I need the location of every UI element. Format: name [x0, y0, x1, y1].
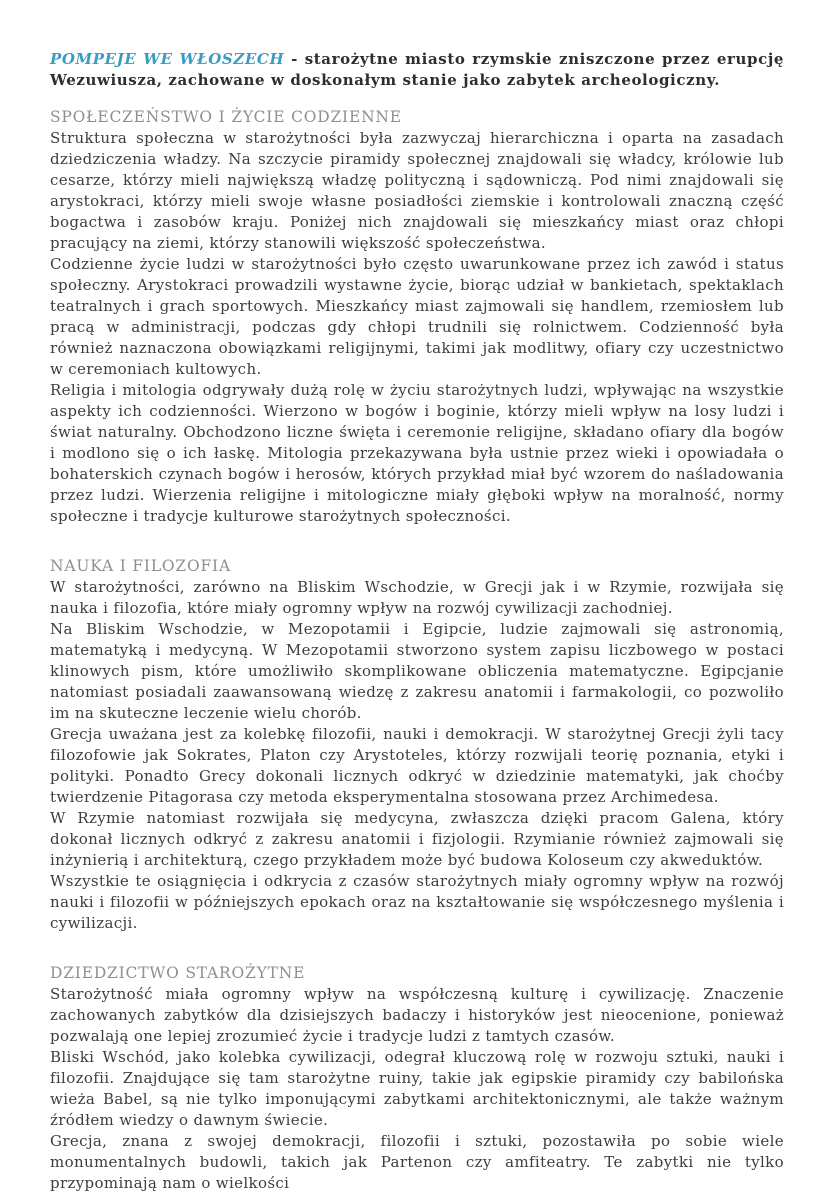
paragraph: Starożytność miała ogromny wpływ na współczesną kulturę i cywilizację. Znaczenie zachowanych zabytków dla dzisiejszych badaczy i historyków jest nieocenione, ponieważ pozwalają one lepiej zrozumieć życie i tradycje ludzi z tamtych czasów. — [50, 985, 784, 1045]
paragraph: Grecja uważana jest za kolebkę filozofii, nauki i demokracji. W starożytnej Grecji żyli tacy filozofowie jak Sokrates, Platon czy Arystoteles, którzy rozwijali teorię poznania, etyki i polityki. Ponadto Grecy dokonali licznych odkryć w dziedzinie matematyki, jak choćby twierdzenie Pitagorasa czy metoda eksperymentalna stosowana przez Archimedesa. — [50, 725, 784, 806]
paragraph: W starożytności, zarówno na Bliskim Wschodzie, w Grecji jak i w Rzymie, rozwijała się nauka i filozofia, które miały ogromny wpływ na rozwój cywilizacji zachodniej. — [50, 578, 784, 617]
paragraph: W Rzymie natomiast rozwijała się medycyna, zwłaszcza dzięki pracom Galena, który dokonał licznych odkryć z zakresu anatomii i fizjologii. Rzymianie również zajmowali się inżynierią i architekturą, czego przykładem może być budowa Koloseum czy akweduktów. — [50, 809, 784, 869]
document-title: POMPEJE WE WŁOSZECH — [50, 50, 285, 68]
section-science — [50, 556, 784, 934]
section-heritage — [50, 963, 784, 1194]
paragraph: Religia i mitologia odgrywały dużą rolę w życiu starożytnych ludzi, wpływając na wszystkie aspekty ich codzienności. Wierzono w bogów i boginie, którzy mieli wpływ na losy ludzi i świat naturalny. Obchodzono liczne święta i ceremonie religijne, składano ofiary dla bogów i modlono się o ich łaskę. Mitologia przekazywana była ustnie przez wieki i opowiadała o bohaterskich czynach bogów i herosów, których przykład miał być wzorem do naśladowania przez ludzi. Wierzenia religijne i mitologiczne miały głęboki wpływ na moralność, normy społeczne i tradycje kulturowe starożytnych społeczności. — [50, 381, 784, 525]
section-society — [50, 107, 784, 527]
paragraph: Codzienne życie ludzi w starożytności było często uwarunkowane przez ich zawód i status społeczny. Arystokraci prowadzili wystawne życie, biorąc udział w bankietach, spektaklach teatralnych i grach sportowych. Mieszkańcy miast zajmowali się handlem, rzemiosłem lub pracą w administracji, podczas gdy chłopi trudnili się rolnictwem. Codzienność była również naznaczona obowiązkami religijnymi, takimi jak modlitwy, ofiary czy uczestnictwo w ceremoniach kultowych. — [50, 255, 784, 378]
document-content — [50, 49, 784, 1194]
section-heading: DZIEDZICTWO STAROŻYTNE — [50, 964, 306, 982]
section-heading: SPOŁECZEŃSTWO I ŻYCIE CODZIENNE — [50, 108, 402, 126]
paragraph: Grecja, znana z swojej demokracji, filozofii i sztuki, pozostawiła po sobie wiele monumentalnych budowli, takich jak Partenon czy amfiteatry. Te zabytki nie tylko przypominają nam o wielkości — [50, 1132, 784, 1192]
intro-text: - starożytne miasto rzymskie zniszczone przez erupcję Wezuwiusza, zachowane w doskonałym stanie jako zabytek archeologiczny. — [50, 50, 784, 89]
paragraph: Struktura społeczna w starożytności była zazwyczaj hierarchiczna i oparta na zasadach dziedziczenia władzy. Na szczycie piramidy społecznej znajdowali się władcy, królowie lub cesarze, którzy mieli największą władzę polityczną i sądowniczą. Pod nimi znajdowali się arystokraci, którzy mieli swoje własne posiadłości ziemskie i kontrolowali znaczną część bogactwa i zasobów kraju. Poniżej nich znajdowali się mieszkańcy miast oraz chłopi pracujący na ziemi, którzy stanowili większość społeczeństwa. — [50, 129, 784, 252]
paragraph: Bliski Wschód, jako kolebka cywilizacji, odegrał kluczową rolę w rozwoju sztuki, nauki i filozofii. Znajdujące się tam starożytne ruiny, takie jak egipskie piramidy czy babilońska wieża Babel, są nie tylko imponującymi zabytkami architektonicznymi, ale także ważnym źródłem wiedzy o dawnym świecie. — [50, 1048, 784, 1129]
paragraph: Na Bliskim Wschodzie, w Mezopotamii i Egipcie, ludzie zajmowali się astronomią, matematyką i medycyną. W Mezopotamii stworzono system zapisu liczbowego w postaci klinowych pism, które umożliwiło skomplikowane obliczenia matematyczne. Egipcjanie natomiast posiadali zaawansowaną wiedzę z zakresu anatomii i farmakologii, co pozwoliło im na skuteczne leczenie wielu chorób. — [50, 620, 784, 722]
intro-paragraph — [50, 49, 784, 91]
section-heading: NAUKA I FILOZOFIA — [50, 557, 231, 575]
paragraph: Wszystkie te osiągnięcia i odkrycia z czasów starożytnych miały ogromny wpływ na rozwój nauki i filozofii w późniejszych epokach oraz na kształtowanie się współczesnego myślenia i cywilizacji. — [50, 872, 784, 932]
